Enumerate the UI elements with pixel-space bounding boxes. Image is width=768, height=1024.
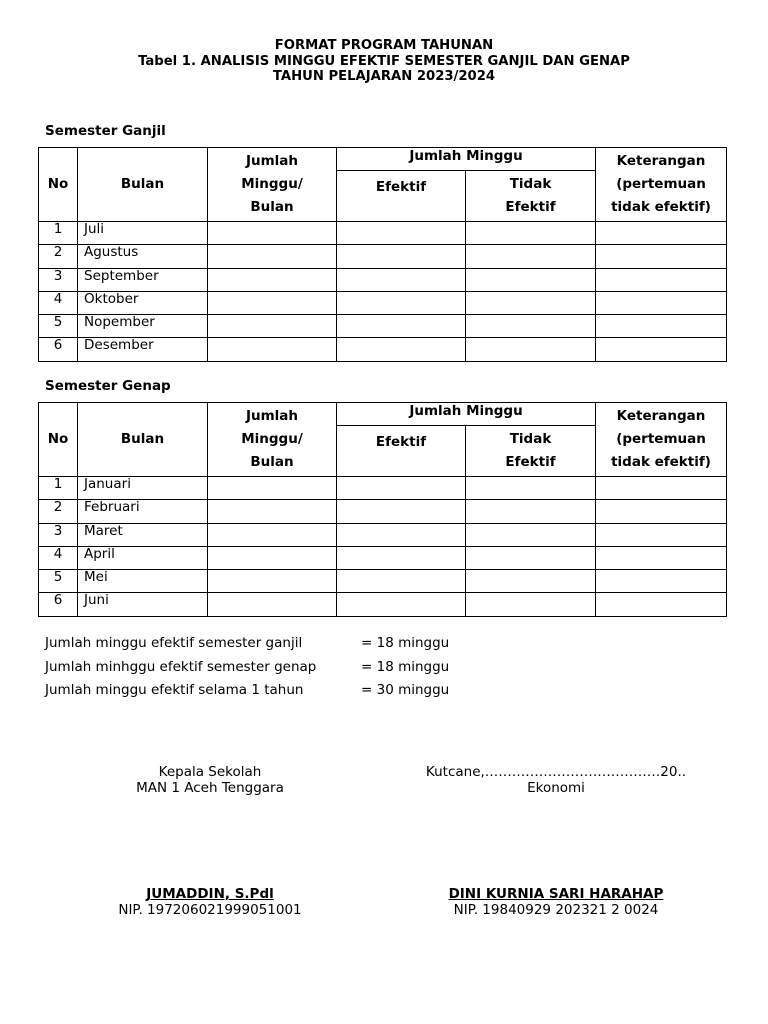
row-month: Maret: [78, 523, 208, 546]
table-row: [39, 245, 727, 268]
row-number: 1: [39, 222, 78, 245]
table-row: [39, 291, 727, 314]
header-ket-line1: Keterangan: [616, 153, 706, 169]
title-line-2: Tabel 1. ANALISIS MINGGU EFEKTIF SEMESTER GANJIL DAN GENAP: [138, 53, 630, 69]
cell-tidak-efektif: [466, 291, 596, 314]
cell-tidak-efektif: [466, 245, 596, 268]
header-jumlah-line1: Jumlah: [245, 408, 299, 424]
cell-keterangan: [596, 291, 727, 314]
cell-tidak-efektif: [466, 222, 596, 245]
cell-efektif: [337, 500, 466, 523]
signature-left-footer: [90, 886, 330, 918]
header-no: No: [39, 148, 78, 222]
row-month: Juni: [78, 593, 208, 616]
summary-row: [45, 656, 449, 680]
header-jumlah-line3: Bulan: [250, 454, 294, 470]
header-jumlah-minggu-bulan: [208, 403, 337, 477]
cell-jumlah-minggu: [208, 500, 337, 523]
row-number: 2: [39, 500, 78, 523]
cell-keterangan: [596, 268, 727, 291]
header-bulan: Bulan: [78, 403, 208, 477]
header-ket-line2: (pertemuan: [616, 431, 706, 447]
row-month: Oktober: [78, 291, 208, 314]
cell-efektif: [337, 523, 466, 546]
row-number: 3: [39, 268, 78, 291]
cell-tidak-efektif: [466, 593, 596, 616]
row-number: 3: [39, 523, 78, 546]
cell-jumlah-minggu: [208, 477, 337, 500]
header-tidak-line1: Tidak: [509, 176, 552, 192]
table-genap: [38, 402, 727, 617]
header-ket-line3: tidak efektif): [611, 454, 711, 470]
cell-tidak-efektif: [466, 546, 596, 569]
title-line-3: TAHUN PELAJARAN 2023/2024: [272, 69, 496, 84]
row-month: September: [78, 268, 208, 291]
cell-tidak-efektif: [466, 338, 596, 361]
row-month: Juli: [78, 222, 208, 245]
cell-efektif: [337, 477, 466, 500]
teacher-nip: NIP. 19840929 202321 2 0024: [453, 902, 659, 918]
signature-left-header: [90, 764, 330, 796]
header-ket-line1: Keterangan: [616, 408, 706, 424]
summary-value: = 30 minggu: [361, 682, 450, 698]
semester-genap-label: Semester Genap: [45, 378, 171, 394]
cell-keterangan: [596, 546, 727, 569]
cell-efektif: [337, 315, 466, 338]
cell-jumlah-minggu: [208, 570, 337, 593]
row-number: 6: [39, 338, 78, 361]
title-line-1: FORMAT PROGRAM TAHUNAN: [274, 38, 494, 53]
header-no: No: [39, 403, 78, 477]
row-number: 2: [39, 245, 78, 268]
header-tidak-line1: Tidak: [509, 431, 552, 447]
summary-label: Jumlah minggu efektif semester ganjil: [45, 635, 303, 651]
cell-efektif: [337, 245, 466, 268]
summary-value: = 18 minggu: [361, 658, 450, 675]
row-month: Agustus: [78, 245, 208, 268]
header-jumlah-line2: Minggu/: [241, 431, 303, 447]
principal-nip: NIP. 197206021999051001: [118, 902, 302, 918]
cell-jumlah-minggu: [208, 338, 337, 361]
cell-jumlah-minggu: [208, 593, 337, 616]
header-efektif: Efektif: [337, 426, 466, 477]
table-row: [39, 338, 727, 361]
table-row: [39, 570, 727, 593]
header-jumlah-minggu-bulan: [208, 148, 337, 222]
cell-keterangan: [596, 245, 727, 268]
cell-tidak-efektif: [466, 570, 596, 593]
cell-keterangan: [596, 593, 727, 616]
cell-efektif: [337, 291, 466, 314]
summary-label: Jumlah minhggu efektif semester genap: [45, 658, 317, 675]
header-tidak-line2: Efektif: [505, 454, 556, 470]
cell-keterangan: [596, 338, 727, 361]
cell-keterangan: [596, 523, 727, 546]
summary-value: = 18 minggu: [361, 635, 450, 651]
cell-efektif: [337, 570, 466, 593]
header-jumlah-line3: Bulan: [250, 199, 294, 215]
header-ket-line2: (pertemuan: [616, 176, 706, 192]
cell-efektif: [337, 546, 466, 569]
row-number: 4: [39, 291, 78, 314]
cell-tidak-efektif: [466, 500, 596, 523]
row-number: 5: [39, 570, 78, 593]
cell-keterangan: [596, 477, 727, 500]
row-number: 6: [39, 593, 78, 616]
cell-keterangan: [596, 315, 727, 338]
table-row: [39, 315, 727, 338]
cell-jumlah-minggu: [208, 291, 337, 314]
row-number: 5: [39, 315, 78, 338]
cell-jumlah-minggu: [208, 222, 337, 245]
principal-role: Kepala Sekolah: [158, 764, 262, 780]
row-number: 4: [39, 546, 78, 569]
table-row: [39, 546, 727, 569]
cell-tidak-efektif: [466, 315, 596, 338]
table-row: [39, 500, 727, 523]
cell-efektif: [337, 593, 466, 616]
cell-jumlah-minggu: [208, 523, 337, 546]
cell-keterangan: [596, 570, 727, 593]
cell-jumlah-minggu: [208, 268, 337, 291]
school-name: MAN 1 Aceh Tenggara: [136, 780, 284, 796]
row-month: Mei: [78, 570, 208, 593]
header-jumlah-line1: Jumlah: [245, 153, 299, 169]
cell-keterangan: [596, 500, 727, 523]
header-jumlah-minggu: Jumlah Minggu: [337, 148, 596, 171]
document-title: [0, 38, 768, 85]
header-keterangan: [596, 403, 727, 477]
table-row: [39, 523, 727, 546]
summary-row: [45, 632, 449, 656]
cell-efektif: [337, 268, 466, 291]
summary-row: [45, 679, 449, 703]
header-jumlah-minggu: Jumlah Minggu: [337, 403, 596, 426]
cell-tidak-efektif: [466, 523, 596, 546]
table-row: [39, 268, 727, 291]
summary-label: Jumlah minggu efektif selama 1 tahun: [45, 682, 304, 698]
signature-right-footer: [400, 886, 712, 918]
signature-right-header: [400, 764, 712, 796]
place-date: Kutcane,…………………………………20..: [425, 764, 687, 780]
cell-efektif: [337, 222, 466, 245]
cell-jumlah-minggu: [208, 315, 337, 338]
cell-tidak-efektif: [466, 268, 596, 291]
table-row: [39, 222, 727, 245]
header-keterangan: [596, 148, 727, 222]
cell-jumlah-minggu: [208, 245, 337, 268]
header-bulan: Bulan: [78, 148, 208, 222]
header-tidak-efektif: [466, 426, 596, 477]
header-ket-line3: tidak efektif): [611, 199, 711, 215]
header-efektif: Efektif: [337, 171, 466, 222]
row-number: 1: [39, 477, 78, 500]
summary-block: [45, 632, 449, 703]
header-jumlah-line2: Minggu/: [241, 176, 303, 192]
table-row: [39, 593, 727, 616]
row-month: April: [78, 546, 208, 569]
principal-name: JUMADDIN, S.Pdl: [146, 886, 274, 902]
row-month: Desember: [78, 338, 208, 361]
cell-jumlah-minggu: [208, 546, 337, 569]
subject-name: Ekonomi: [527, 780, 585, 796]
cell-efektif: [337, 338, 466, 361]
row-month: Februari: [78, 500, 208, 523]
teacher-name: DINI KURNIA SARI HARAHAP: [448, 886, 664, 902]
semester-ganjil-label: Semester Ganjil: [45, 123, 166, 139]
table-ganjil: [38, 147, 727, 362]
table-row: [39, 477, 727, 500]
row-month: Januari: [78, 477, 208, 500]
header-tidak-line2: Efektif: [505, 199, 556, 215]
cell-tidak-efektif: [466, 477, 596, 500]
cell-keterangan: [596, 222, 727, 245]
header-tidak-efektif: [466, 171, 596, 222]
row-month: Nopember: [78, 315, 208, 338]
